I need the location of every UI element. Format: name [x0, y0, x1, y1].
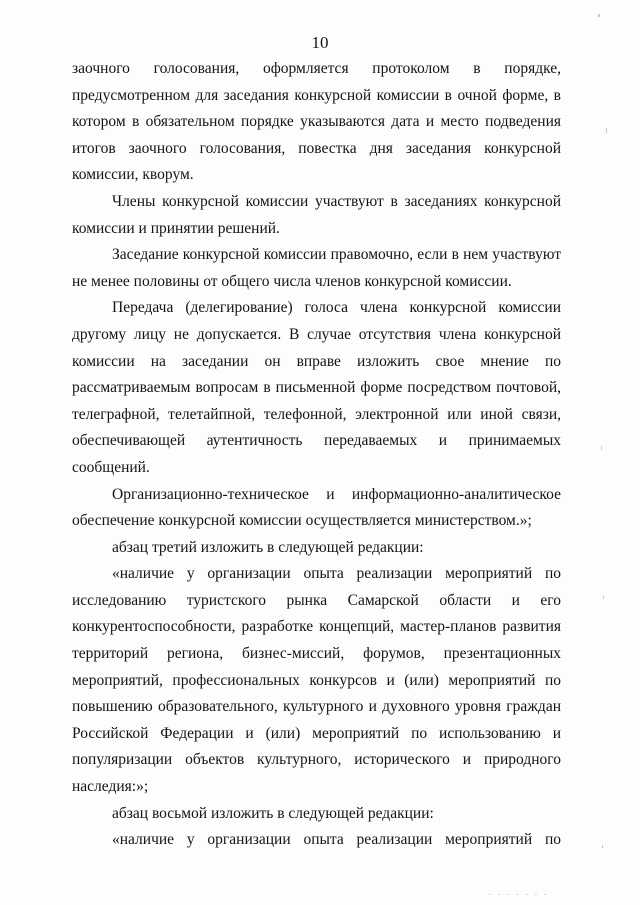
scan-speck: [601, 446, 602, 450]
paragraph-amend-third: абзац третий изложить в следующей редакции:: [112, 538, 424, 556]
paragraph-experience-requirement: «наличие у организации опыта реализации мероприятий по исследованию туристского рынка Самарской области и его конкурентоспособности, разработке концепций, мастер-планов развития территорий региона, бизнес-миссий, форумов, презентационных мероприятий, профессиональных конкурсов и (или) мероприятий по повышению образовательного, культурного и духовного уровня граждан Российской Федерации и (или) мероприятий по использованию и популяризации объектов культурного, исторического и природного наследия:»;: [72, 565, 561, 796]
paragraph-voting-protocol: заочного голосования, оформляется протоколом в порядке, предусмотренном для заседания конкурсной комиссии в очной форме, в котором в обязательном порядке указываются дата и место подведения итогов заочного голосования, повестка дня заседания конкурсной комиссии, кворум.: [72, 60, 561, 184]
paragraph-vote-delegation: Передача (делегирование) голоса члена конкурсной комиссии другому лицу не допускается. В случае отсутствия члена конкурсной комиссии на заседании он вправе изложить свое мнение по рассматриваемым вопросам в письменной форме посредством почтовой, телеграфной, телетайпной, телефонной, электронной или иной связи, обеспечивающей аутентичность передаваемых и принимаемых сообщений.: [72, 299, 561, 476]
scan-speck: [603, 596, 604, 599]
scan-speck: [606, 128, 607, 133]
scan-speck: [598, 14, 600, 17]
paragraph-experience-requirement-continued: «наличие у организации опыта реализации мероприятий по: [112, 831, 561, 849]
paragraph-members-participation: Члены конкурсной комиссии участвуют в заседаниях конкурсной комиссии и принятии решений.: [72, 192, 561, 237]
page-number: 10: [311, 33, 329, 52]
scan-footer-specks: . . . . . . .: [488, 890, 548, 897]
paragraph-amend-eighth: абзац восьмой изложить в следующей редакции:: [112, 804, 434, 822]
scan-speck: [602, 845, 603, 848]
document-body: [72, 56, 561, 854]
paragraph-organizational-support: Организационно-техническое и информационно-аналитическое обеспечение конкурсной комиссии осуществляется министерством.»;: [72, 485, 561, 530]
paragraph-quorum: Заседание конкурсной комиссии правомочно, если в нем участвуют не менее половины от общего числа членов конкурсной комиссии.: [72, 246, 561, 290]
